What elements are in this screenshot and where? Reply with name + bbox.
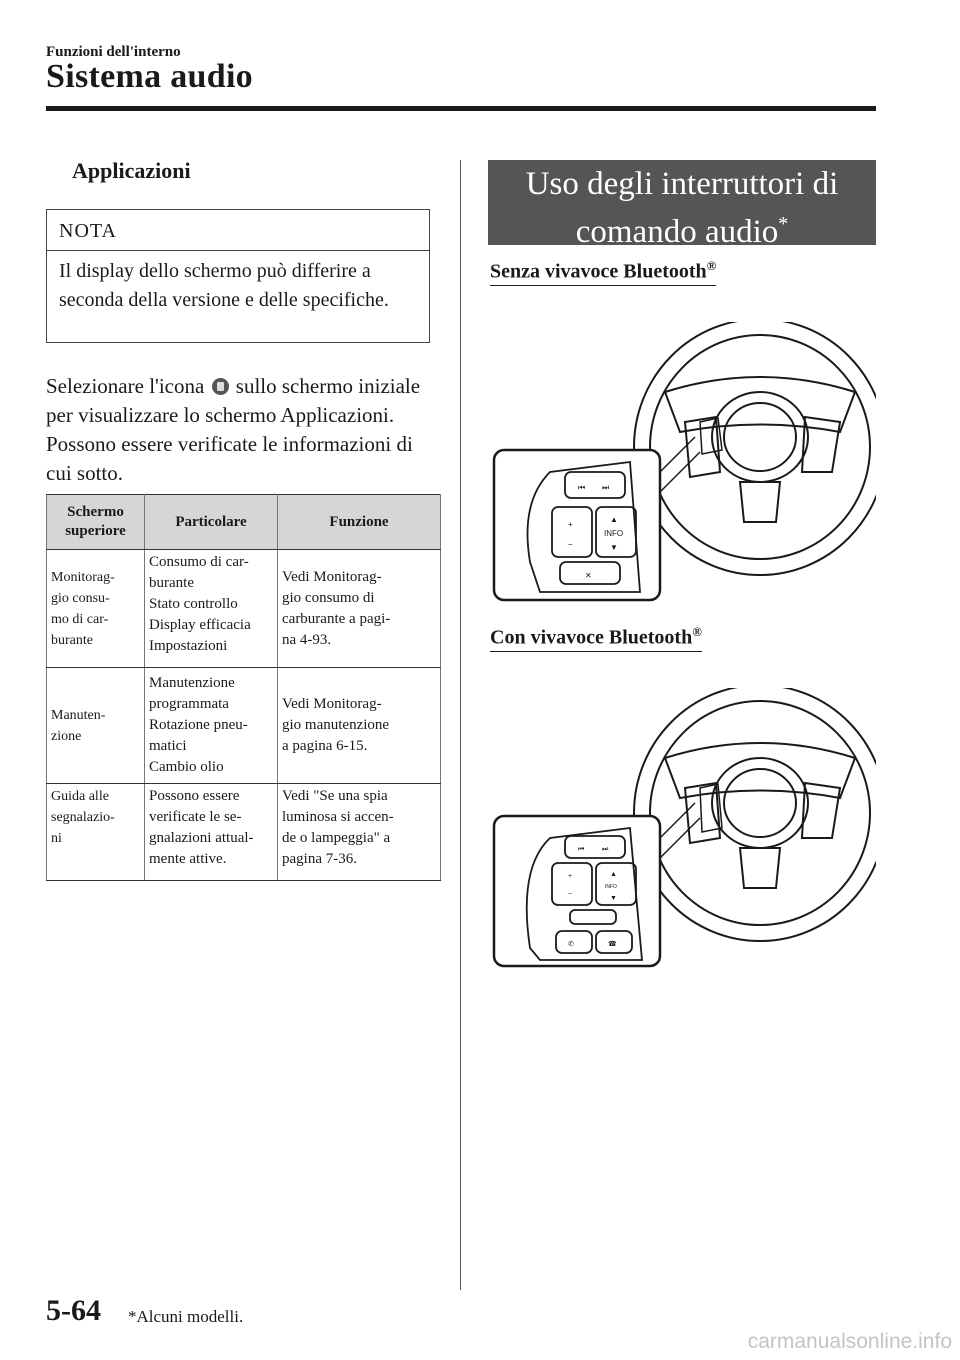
para-after: sullo schermo iniziale per visualizzare lo schermo Applicazioni. Possono essere verificate le informazioni di cui sotto.: [46, 374, 421, 485]
table-row: [47, 550, 441, 668]
registered-mark-2: ®: [692, 624, 702, 639]
table-cell: Vedi Monitorag- gio manutenzione a pagina 6-15.: [278, 668, 441, 784]
table-row: [47, 668, 441, 784]
table-cell: Manuten- zione: [47, 668, 145, 784]
banner-line-1: Uso degli interruttori di: [525, 166, 839, 202]
instruction-paragraph: [46, 372, 438, 488]
table-cell: Vedi Monitorag- gio consumo di carburante a pagi- na 4-93.: [278, 550, 441, 668]
svg-text:⏮: ⏮: [578, 483, 586, 492]
header-rule: [46, 106, 876, 111]
svg-text:⏭: ⏭: [602, 483, 610, 492]
svg-text:▲: ▲: [610, 515, 618, 524]
svg-text:+: +: [568, 873, 573, 880]
info-button-label: INFO: [604, 529, 624, 538]
nota-box: [46, 209, 430, 343]
sub-heading-con: Con vivavoce Bluetooth®: [490, 624, 702, 652]
table-cell: Consumo di car- burante Stato controllo Display efficacia Impostazioni: [145, 550, 278, 668]
registered-mark: ®: [706, 258, 717, 273]
section-title: Sistema audio: [46, 58, 253, 95]
table-header-row: [47, 495, 441, 550]
app-icon: [212, 378, 229, 395]
info-button-label-2: INFO: [605, 884, 617, 890]
svg-text:✕: ✕: [585, 571, 592, 580]
steering-wheel-illustration-without-handsfree: [490, 322, 876, 607]
table-cell: Vedi "Se una spia luminosa si accen- de o lampeggia" a pagina 7-36.: [278, 784, 441, 881]
para-before: Selezionare l'icona: [46, 374, 205, 398]
svg-text:⏭: ⏭: [602, 846, 609, 853]
table-cell: Monitorag- gio consu- mo di car- burante: [47, 550, 145, 668]
table-row: [47, 784, 441, 881]
table-cell: Possono essere verificate le se- gnalazioni attual- mente attive.: [145, 784, 278, 881]
svg-text:☎: ☎: [608, 941, 617, 948]
header-funzione: Funzione: [278, 495, 441, 550]
header-particolare: Particolare: [145, 495, 278, 550]
svg-text:−: −: [568, 891, 573, 898]
svg-text:✆: ✆: [568, 941, 574, 948]
svg-text:+: +: [568, 520, 573, 529]
header-schermo: Schermo superiore: [47, 495, 145, 550]
table-body: [47, 550, 441, 881]
svg-text:⏮: ⏮: [578, 846, 585, 853]
svg-text:▼: ▼: [610, 543, 618, 552]
column-divider: [460, 160, 461, 1290]
svg-text:▼: ▼: [610, 895, 617, 902]
table-cell: Guida alle segnalazio- ni: [47, 784, 145, 881]
nota-title: NOTA: [47, 210, 429, 251]
page-number: 5-64: [46, 1294, 101, 1327]
uso-banner: [488, 160, 876, 250]
nota-text: Il display dello schermo può differire a seconda della versione e delle specifiche.: [59, 260, 389, 311]
svg-text:▲: ▲: [610, 871, 617, 878]
table-cell: Manutenzione programmata Rotazione pneu- matici Cambio olio: [145, 668, 278, 784]
section-small-title: Funzioni dell'interno: [46, 44, 181, 60]
watermark: carmanualsonline.info: [747, 1330, 952, 1353]
sub-heading-senza: Senza vivavoce Bluetooth®: [490, 258, 716, 286]
banner-line-2: comando audio*: [575, 213, 789, 250]
applicazioni-heading: Applicazioni: [72, 158, 191, 183]
info-table: [46, 494, 441, 881]
footnote: *Alcuni modelli.: [128, 1307, 244, 1326]
asterisk-mark: *: [778, 213, 789, 235]
svg-text:−: −: [568, 540, 573, 549]
steering-wheel-illustration-with-handsfree: [490, 688, 876, 973]
